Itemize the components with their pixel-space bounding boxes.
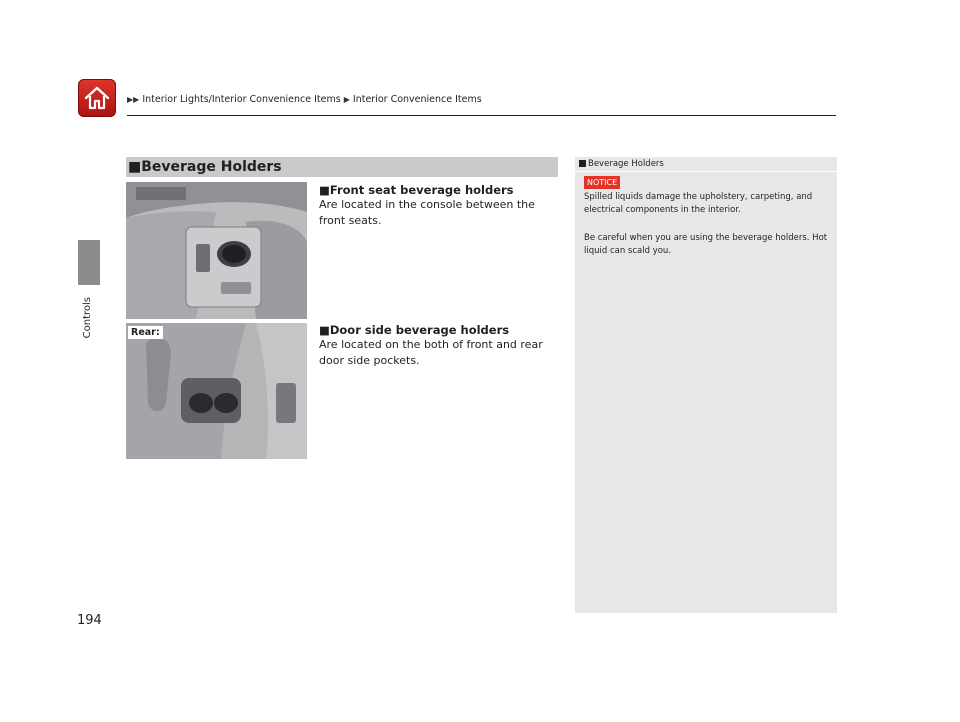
front-seat-holders-heading: ■Front seat beverage holders — [319, 183, 514, 197]
chapter-tab[interactable] — [78, 240, 100, 285]
reference-marker-icon — [579, 160, 586, 167]
home-button[interactable] — [78, 79, 116, 117]
section-title: ■Beverage Holders — [126, 157, 558, 177]
breadcrumb — [127, 94, 482, 105]
caution-text: Be careful when you are using the beverage holders. Hot liquid can scald you. — [584, 233, 828, 256]
page-number: 194 — [77, 613, 102, 628]
front-seat-holders-text: Are located in the console between the front seats. — [319, 198, 535, 227]
notice-text: Spilled liquids damage the upholstery, carpeting, and electrical components in the interior. — [584, 192, 813, 215]
breadcrumb-arrow-icon: ▶▶ — [127, 95, 140, 104]
notice-badge: NOTICE — [584, 176, 620, 189]
door-side-holders-heading: ■Door side beverage holders — [319, 323, 510, 337]
breadcrumb-link-interior-lights[interactable]: Interior Lights/Interior Convenience Items — [142, 94, 341, 105]
sidebar-title — [579, 159, 664, 169]
header-divider — [127, 115, 836, 116]
breadcrumb-arrow-icon: ▶ — [343, 95, 350, 104]
door-pocket-image — [126, 323, 307, 459]
door-side-holders-text: Are located on the both of front and rear door side pockets. — [319, 338, 543, 367]
home-icon — [83, 84, 111, 112]
sidebar-title-text: Beverage Holders — [588, 159, 664, 169]
breadcrumb-current[interactable]: Interior Convenience Items — [352, 94, 482, 105]
front-console-image — [126, 182, 307, 319]
chapter-tab-label: Controls — [82, 297, 93, 339]
sidebar-notes — [575, 157, 837, 613]
sidebar-divider — [575, 171, 837, 172]
rear-label: Rear: — [128, 326, 163, 339]
